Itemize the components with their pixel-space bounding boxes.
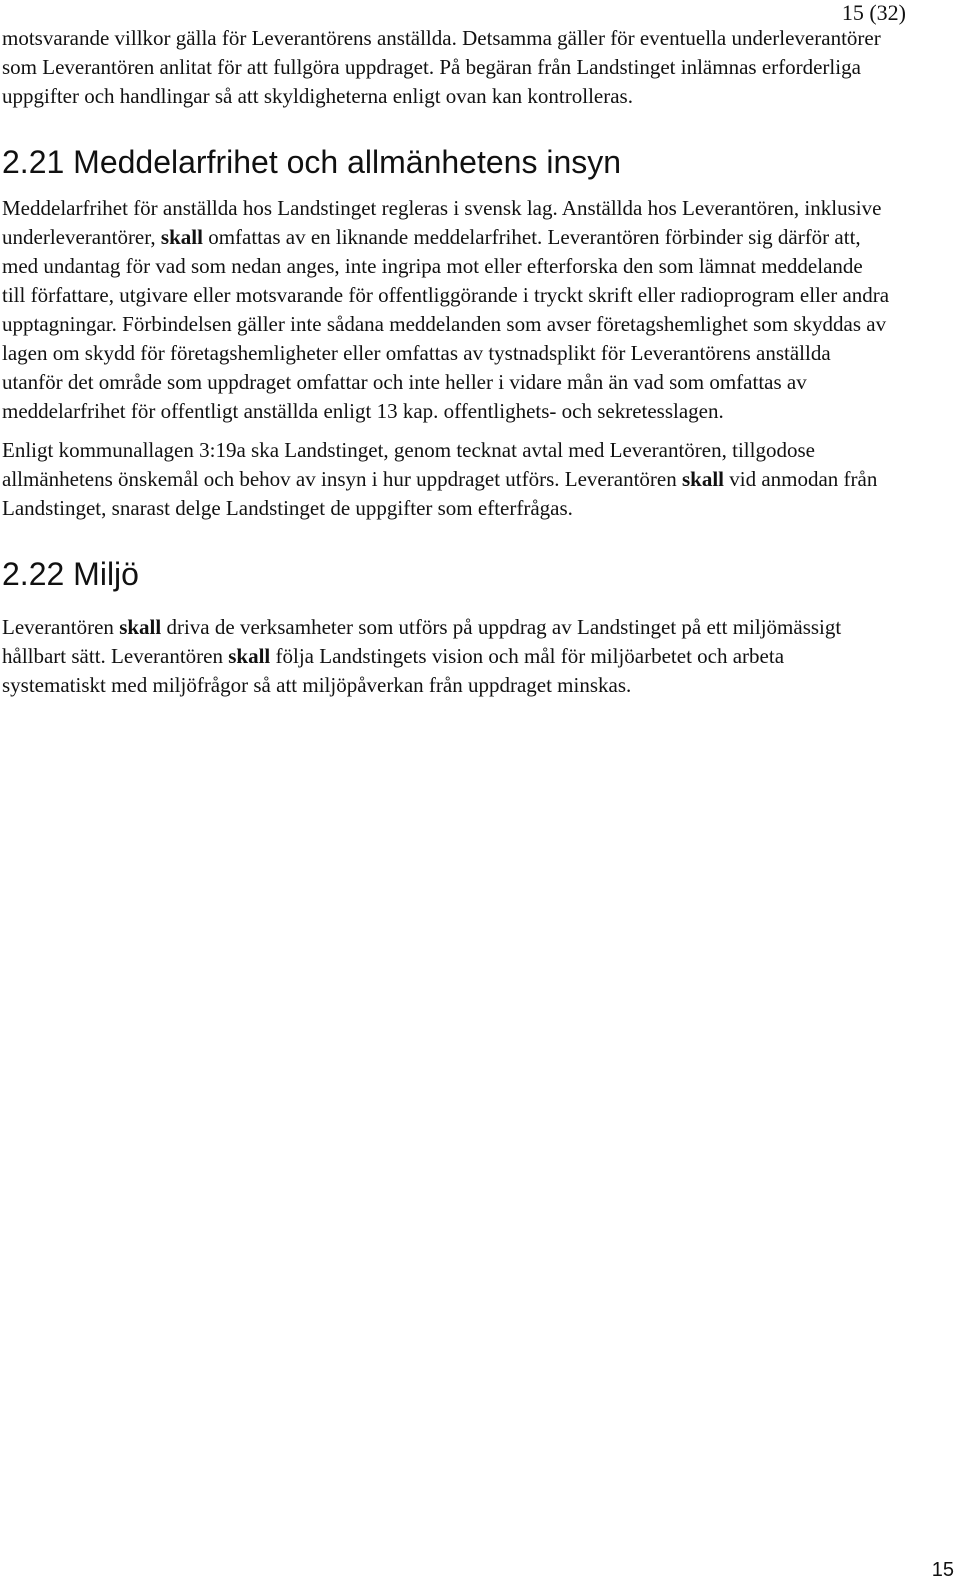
page-header-page-count: 15 (32): [841, 0, 906, 25]
bold-term: skall: [681, 467, 724, 491]
bold-term: skall: [160, 225, 203, 249]
section-heading-2-21: 2.21 Meddelarfrihet och allmänhetens insyn: [2, 144, 622, 180]
text-run: Enligt kommunallagen 3:19a ska Landstinget, genom tecknat avtal med Leverantören, tillgodose allmänhetens önskemål och behov av insyn i hur uppdraget utförs. Leverantören: [2, 438, 815, 491]
text-run: omfattas av en liknande meddelarfrihet. Leverantören förbinder sig därför att, med undantag för vad som nedan anges, inte ingripa mot eller efterforska den som lämnat meddelande till författare, utgivare eller motsvarande för offentliggörande i tryckt skrift eller radioprogram eller andra upptagningar. Förbindelsen gäller inte sådana meddelanden som avser företagshemlighet som skyddas av lagen om skydd för företagshemligheter eller omfattas av tystnadsplikt för Leverantörens anställda utanför det område som uppdraget omfattar och inte heller i vidare mån än vad som omfattas av meddelarfrihet för offentligt anställda enligt 13 kap. offentlighets- och sekretesslagen.: [2, 225, 890, 423]
text-run: driva de verksamheter som utförs på uppdrag av Landstinget på ett miljömässigt hållbart sätt. Leverantören: [2, 615, 842, 668]
text-run: följa Landstingets vision och mål för miljöarbetet och arbeta systematiskt med miljöfrågor så att miljöpåverkan från uppdraget minskas.: [2, 644, 785, 697]
page-footer-number: 15: [931, 1559, 954, 1581]
section-heading-2-22: 2.22 Miljö: [2, 556, 139, 592]
bold-term: skall: [119, 615, 162, 639]
text-run: Leverantören: [2, 615, 120, 639]
section-2-21-paragraph-2: [2, 436, 890, 523]
document-body: [2, 24, 890, 700]
text-run: Meddelarfrihet för anställda hos Landstinget regleras i svensk lag. Anställda hos Leverantören, inklusive underleverantörer,: [2, 196, 882, 249]
text-run: vid anmodan från Landstinget, snarast delge Landstinget de uppgifter som efterfrågas.: [2, 467, 878, 520]
intro-paragraph: motsvarande villkor gälla för Leverantörens anställda. Detsamma gäller för eventuella underleverantörer som Leverantören anlitat för att fullgöra uppdraget. På begäran från Landstinget inlämnas erforderliga uppgifter och handlingar så att skyldigheterna enligt ovan kan kontrolleras.: [2, 26, 881, 108]
section-2-22-paragraph-1: [2, 613, 890, 700]
section-2-21-paragraph-1: [2, 194, 890, 426]
bold-term: skall: [228, 644, 271, 668]
